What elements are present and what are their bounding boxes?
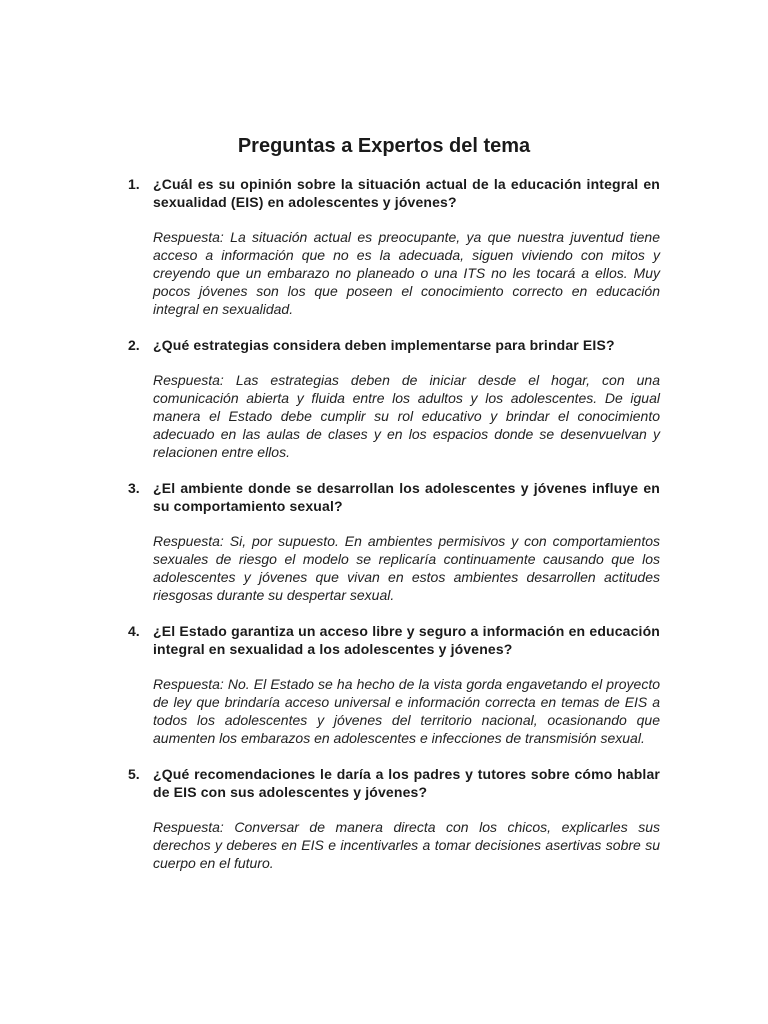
question-number: 1. xyxy=(128,176,140,192)
answer-text: Respuesta: Conversar de manera directa con los chicos, explicarles sus derechos y deberes en EIS e incentivarles a tomar decisiones asertivas sobre su cuerpo en el futuro. xyxy=(153,819,660,871)
question-number: 5. xyxy=(128,766,140,782)
question-text: ¿Qué estrategias considera deben implementarse para brindar EIS? xyxy=(153,337,615,353)
question-number: 3. xyxy=(128,480,140,496)
answer-text: Respuesta: Las estrategias deben de iniciar desde el hogar, con una comunicación abierta y fluida entre los adultos y los adolescentes. De igual manera el Estado debe cumplir su rol educativo y brindar el conocimiento adecuado en las aulas de clases y en los espacios donde se desenvuelvan y relacionen entre ellos. xyxy=(153,372,660,460)
answer-text: Respuesta: La situación actual es preocupante, ya que nuestra juventud tiene acceso a información que no es la adecuada, siguen viviendo con mitos y creyendo que un embarazo no planeado o una ITS no les tocará a ellos. Muy pocos jóvenes son los que poseen el conocimiento correcto en educación integral en sexualidad. xyxy=(153,229,660,317)
question-text: ¿Cuál es su opinión sobre la situación actual de la educación integral en sexualidad (EIS) en adolescentes y jóvenes? xyxy=(153,176,660,210)
question-number: 4. xyxy=(128,623,140,639)
question-text: ¿Qué recomendaciones le daría a los padres y tutores sobre cómo hablar de EIS con sus adolescentes y jóvenes? xyxy=(153,766,660,800)
question-text: ¿El Estado garantiza un acceso libre y seguro a información en educación integral en sexualidad a los adolescentes y jóvenes? xyxy=(153,623,660,657)
questions-list xyxy=(0,175,768,890)
qa-item-2 xyxy=(0,336,768,461)
answer-text: Respuesta: Si, por supuesto. En ambientes permisivos y con comportamientos sexuales de riesgo el modelo se replicaría continuamente causando que los adolescentes y jóvenes que vivan en estos ambientes desarrollen actitudes riesgosas durante su despertar sexual. xyxy=(153,533,660,603)
qa-item-1 xyxy=(0,175,768,318)
question-number: 2. xyxy=(128,337,140,353)
question-text: ¿El ambiente donde se desarrollan los adolescentes y jóvenes influye en su comportamiento sexual? xyxy=(153,480,660,514)
qa-item-3 xyxy=(0,479,768,604)
qa-item-5 xyxy=(0,765,768,872)
document-title: Preguntas a Expertos del tema xyxy=(237,135,531,157)
qa-item-4 xyxy=(0,622,768,747)
answer-text: Respuesta: No. El Estado se ha hecho de la vista gorda engavetando el proyecto de ley que brindaría acceso universal e información correcta en temas de EIS a todos los adolescentes y jóvenes del territorio nacional, ocasionando que aumenten los embarazos en adolescentes e infecciones de transmisión sexual. xyxy=(153,676,660,746)
